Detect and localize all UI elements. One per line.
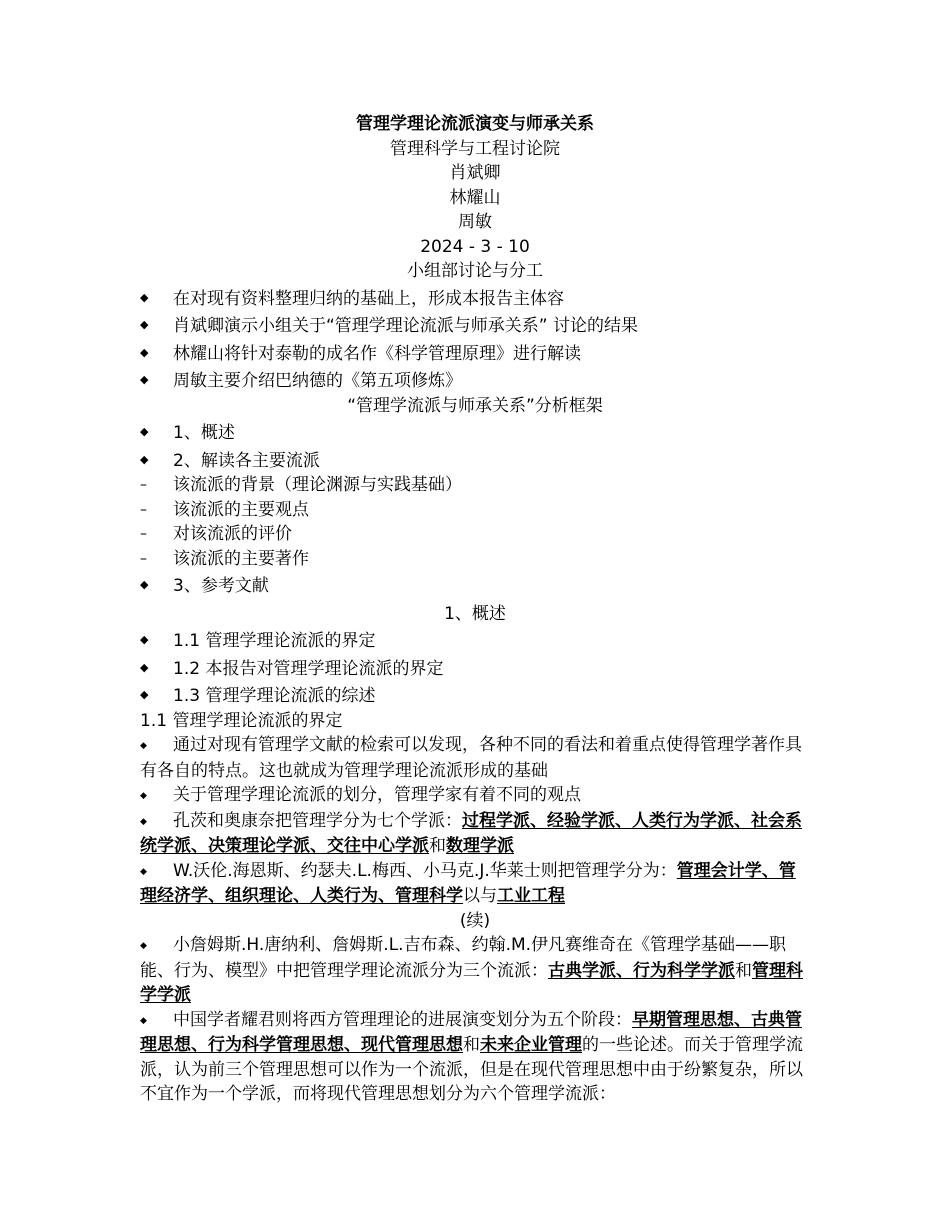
diamond-bullet-icon: ◆ [140,816,147,827]
section-heading: 1、概述 [444,603,506,624]
diamond-bullet-icon: ◆ [140,290,149,304]
list-item: ◆ 1、概述 [140,421,810,446]
diamond-bullet-icon: ◆ [140,660,149,674]
doc-org: 管理科学与工程讨论院 [390,138,560,159]
dash-bullet-icon: – [140,477,147,493]
list-item: ◆ 肖斌卿演示小组关于“管理学理论流派与师承关系” 讨论的结果 [140,314,810,339]
list-item: ◆ 周敏主要介绍巴纳德的《第五项修炼》 [140,369,810,394]
paragraph: ◆ W.沃伦.海恩斯、约瑟夫.L.梅西、小马克.J.华莱士则把管理学分为：管理会计学、管理经济学、组织理论、人类行为、管理科学以与工业工程 [140,860,796,906]
diamond-bullet-icon: ◆ [140,941,147,951]
document-page [140,112,810,1107]
diamond-bullet-icon: ◆ [140,452,149,466]
list-item: ◆ 2、解读各主要流派 [140,449,810,474]
sub-list-item: – 对该流派的评价 [140,522,810,547]
diamond-bullet-icon: ◆ [140,373,149,386]
doc-author: 肖斌卿 [449,163,501,183]
list-item: ◆ 1.3 管理学理论流派的综述 [140,684,810,709]
diamond-bullet-icon: ◆ [140,1015,147,1026]
diamond-bullet-icon: ◆ [140,345,149,359]
continued-label: (续) [459,910,491,931]
diamond-bullet-icon: ◆ [140,633,149,646]
sub-list-item: – 该流派的背景（理论渊源与实践基础） [140,473,810,498]
diamond-bullet-icon: ◆ [140,866,147,877]
dash-bullet-icon: – [140,526,147,542]
list-item: ◆ 1.2 本报告对管理学理论流派的界定 [140,657,810,682]
sub-list-item: – 该流派的主要观点 [140,498,810,523]
list-item: ◆ 林耀山将针对泰勒的成名作《科学管理原理》进行解读 [140,342,810,367]
list-item: ◆ 3、参考文献 [140,574,810,599]
diamond-bullet-icon: ◆ [140,688,149,701]
doc-author: 林耀山 [449,187,501,208]
diamond-bullet-icon: ◆ [140,425,149,438]
paragraph: ◆ 中国学者耀君则将西方管理理论的进展演变划分为五个阶段：早期管理思想、古典管理思想、行为科学管理思想、现代管理思想和未来企业管理的一些论述。而关于管理学流派，认为前三个管理思想可以作为一个流派，但是在现代管理思想中由于纷繁复杂，所以不宜作为一个学派，而将现代管理思想划分为六个管理学流派： [140,1009,803,1104]
dash-bullet-icon: – [140,501,147,518]
paragraph: ◆ 通过对现有管理学文献的检索可以发现，各种不同的看法和着重点使得管理学著作具有各自的特点。这也就成为管理学理论流派形成的基础 [140,735,802,781]
doc-title: 管理学理论流派演变与师承关系 [356,114,594,134]
sub-heading: 1.1 管理学理论流派的界定 [140,710,343,731]
list-item: ◆ 在对现有资料整理归纳的基础上，形成本报告主体容 [140,287,810,312]
sub-list-item: – 该流派的主要著作 [140,547,810,572]
list-item: ◆ 1.1 管理学理论流派的界定 [140,629,810,654]
diamond-bullet-icon: ◆ [140,741,147,751]
diamond-bullet-icon: ◆ [140,318,149,331]
dash-bullet-icon: – [140,550,147,567]
paragraph: ◆ 孔茨和奥康奈把管理学分为七个学派：过程学派、经验学派、人类行为学派、社会系统学派、决策理论学派、交往中心学派和数理学派 [140,810,802,856]
doc-author: 周敏 [458,212,492,232]
section-heading: “管理学流派与师承关系”分析框架 [347,395,603,416]
section-heading: 小组部讨论与分工 [407,261,543,281]
doc-date: 2024 - 3 - 10 [420,236,530,257]
paragraph: ◆ 小詹姆斯.H.唐纳利、詹姆斯.L.吉布森、约翰.M.伊凡赛维奇在《管理学基础——职能、行为、模型》中把管理学理论流派分为三个流派：古典学派、行为科学学派和管理科学学派 [140,935,803,1005]
diamond-bullet-icon: ◆ [140,578,149,591]
paragraph: ◆ 关于管理学理论流派的划分，管理学家有着不同的观点 [140,783,810,809]
diamond-bullet-icon: ◆ [140,791,147,801]
